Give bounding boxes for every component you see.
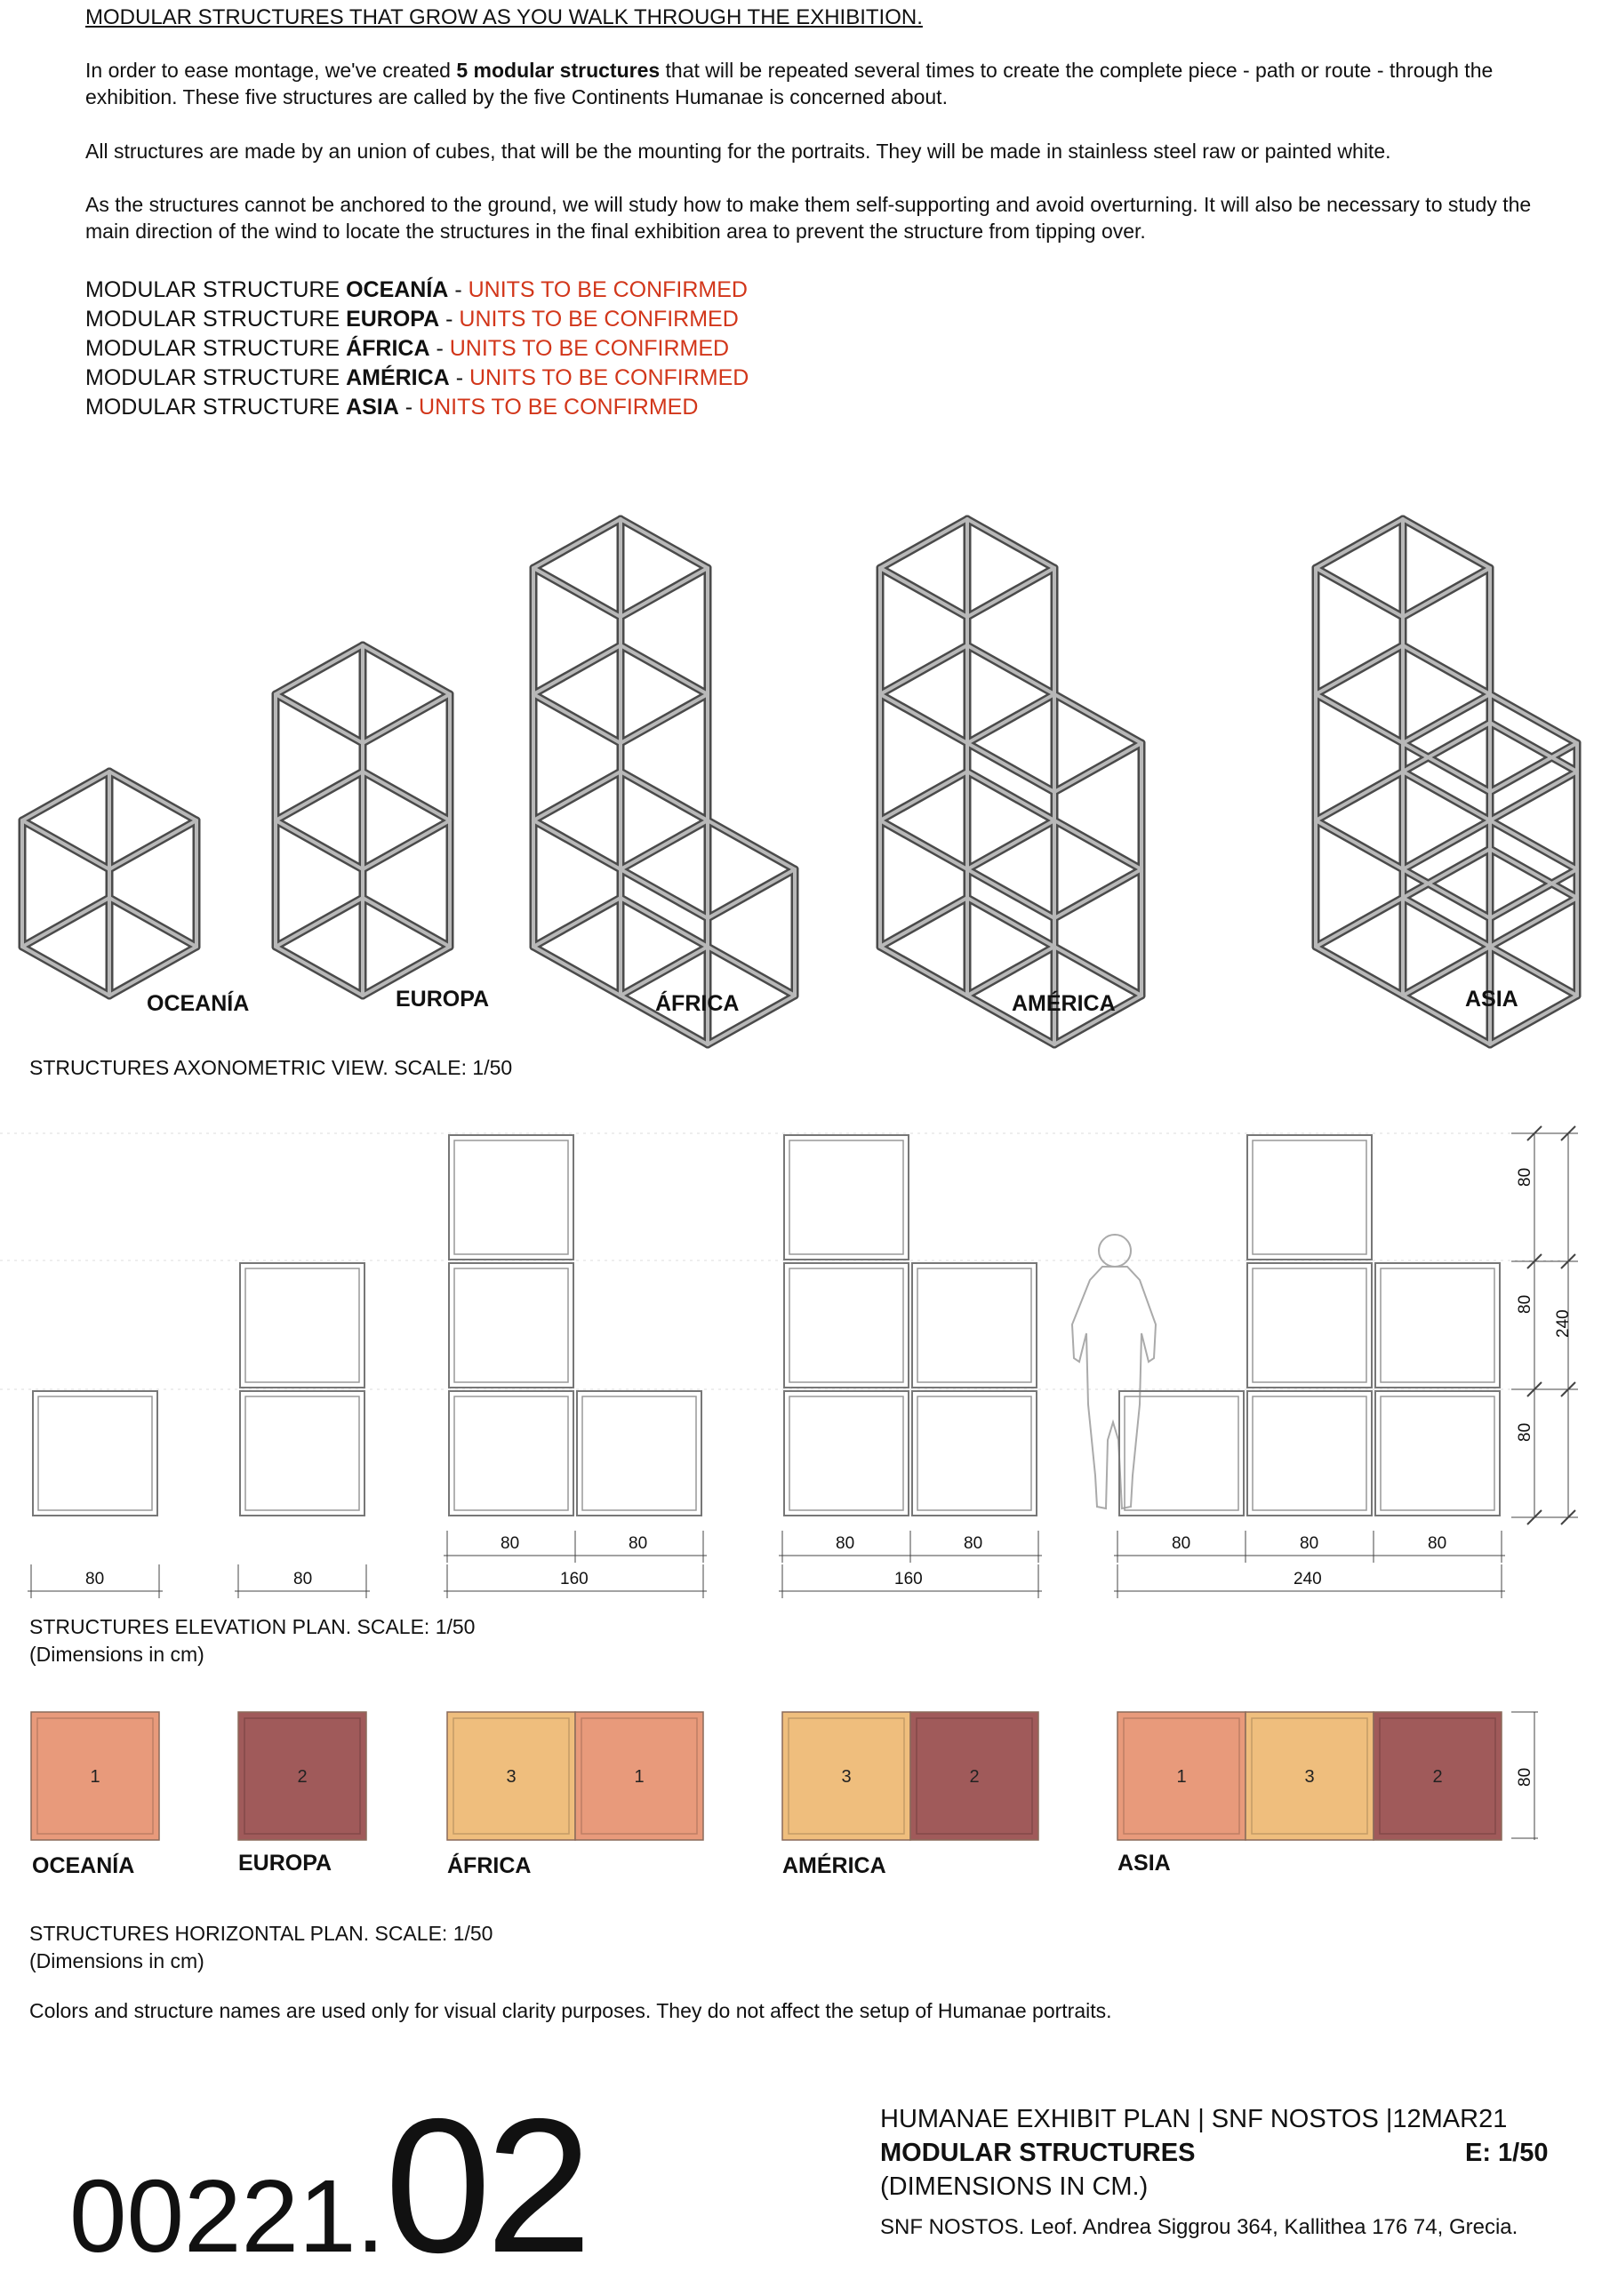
- intro-paragraph-2: All structures are made by an union of cubes, that will be the mounting for the portraits. They will be made in stainless steel raw or painted white.: [85, 140, 1391, 163]
- sheet-code-number: 02: [384, 2078, 587, 2292]
- plan-tile-number: 2: [1432, 1767, 1443, 1787]
- plan-structure-europa: [238, 1712, 366, 1840]
- intro-p1-text-end: that will be repeated several times to create the complete piece - path or route - through the exhibition. These five structures are called by the five Continents Humanae is concerned about.: [85, 59, 1494, 108]
- dim-africa-b: 80: [629, 1534, 648, 1553]
- plan-tile-number: 1: [634, 1767, 645, 1787]
- dim-asia-total: 240: [1294, 1570, 1322, 1588]
- title-block-line2-left: MODULAR STRUCTURES: [880, 2139, 1196, 2167]
- plan-structure-asia: [1117, 1712, 1502, 1840]
- sheet-code: [69, 2076, 587, 2296]
- modular-item-america: MODULAR STRUCTURE AMÉRICA - UNITS TO BE CONFIRMED: [85, 365, 749, 390]
- elevation-caption-line2: (Dimensions in cm): [29, 1643, 204, 1666]
- modular-item-africa: MODULAR STRUCTURE ÁFRICA - UNITS TO BE CONFIRMED: [85, 336, 730, 361]
- axo-label-america: AMÉRICA: [1012, 991, 1116, 1016]
- plan-label-europa: EUROPA: [238, 1851, 332, 1876]
- dim-asia-c: 80: [1428, 1534, 1447, 1553]
- plan-label-africa: ÁFRICA: [447, 1853, 532, 1878]
- intro-paragraph-3: As the structures cannot be anchored to the ground, we will study how to make them self-supporting and avoid overturning. It will also be necessary to study the main direction of the wind to locate the structures in the final exhibition area to prevent the structure from tipping over.: [85, 193, 1532, 243]
- plan-tile-number: 2: [969, 1767, 980, 1787]
- plan-structure-america: [782, 1712, 1038, 1840]
- elevation-caption-line1: STRUCTURES ELEVATION PLAN. SCALE: 1/50: [29, 1615, 476, 1638]
- plan-structure-oceania: [31, 1712, 159, 1840]
- plan-side-dim: 80: [1516, 1767, 1534, 1787]
- dim-africa-total: 160: [560, 1570, 589, 1588]
- title-block-line1: HUMANAE EXHIBIT PLAN | SNF NOSTOS |12MAR21: [880, 2105, 1508, 2133]
- intro-p1-bold: 5 modular structures: [456, 59, 661, 82]
- dim-europa: 80: [293, 1570, 313, 1588]
- plan-tile-number: 2: [297, 1767, 308, 1787]
- dim-asia-a: 80: [1172, 1534, 1191, 1553]
- dim-asia-b: 80: [1300, 1534, 1319, 1553]
- plan-label-america: AMÉRICA: [782, 1853, 886, 1878]
- plan-caption-line1: STRUCTURES HORIZONTAL PLAN. SCALE: 1/50: [29, 1922, 493, 1945]
- dim-vertical-3: 80: [1516, 1422, 1534, 1442]
- title-block-scale: E: 1/50: [1465, 2139, 1549, 2167]
- title-block-line3: (DIMENSIONS IN CM.): [880, 2172, 1149, 2201]
- sheet-heading: MODULAR STRUCTURES THAT GROW AS YOU WALK THROUGH THE EXHIBITION.: [85, 5, 923, 29]
- plan-label-asia: ASIA: [1117, 1851, 1171, 1876]
- dim-america-b: 80: [964, 1534, 983, 1553]
- plan-tile-number: 3: [1304, 1767, 1315, 1787]
- axo-label-asia: ASIA: [1465, 987, 1518, 1012]
- modular-item-asia: MODULAR STRUCTURE ASIA - UNITS TO BE CONFIRMED: [85, 395, 699, 420]
- plan-tile-number: 1: [1176, 1767, 1187, 1787]
- plan-structure-africa: [447, 1712, 703, 1840]
- dim-vertical-2: 80: [1516, 1294, 1534, 1314]
- dim-vertical-1: 80: [1516, 1167, 1534, 1187]
- plan-caption: [29, 1920, 493, 1975]
- intro-p1-text: In order to ease montage, we've created: [85, 59, 457, 82]
- plan-caption-line2: (Dimensions in cm): [29, 1949, 204, 1972]
- dim-america-a: 80: [836, 1534, 855, 1553]
- axo-label-africa: ÁFRICA: [655, 991, 740, 1016]
- plan-tile-number: 3: [841, 1767, 852, 1787]
- modular-item-oceania: MODULAR STRUCTURE OCEANÍA - UNITS TO BE CONFIRMED: [85, 277, 748, 302]
- color-note: Colors and structure names are used only for visual clarity purposes. They do not affect the setup of Humanae portraits.: [29, 1999, 1112, 2022]
- plan-tile-number: 3: [506, 1767, 517, 1787]
- dim-oceania: 80: [85, 1570, 105, 1588]
- plan-tile-number: 1: [90, 1767, 100, 1787]
- dim-vertical-total: 240: [1554, 1309, 1573, 1338]
- dim-america-total: 160: [894, 1570, 923, 1588]
- axo-label-oceania: OCEANÍA: [147, 991, 250, 1016]
- axo-caption: STRUCTURES AXONOMETRIC VIEW. SCALE: 1/50: [29, 1056, 513, 1079]
- title-block-address: SNF NOSTOS. Leof. Andrea Siggrou 364, Kallithea 176 74, Grecia.: [880, 2215, 1518, 2239]
- dim-africa-a: 80: [501, 1534, 520, 1553]
- plan-label-oceania: OCEANÍA: [32, 1853, 135, 1878]
- sheet-code-prefix: 00221.: [69, 2158, 385, 2274]
- axo-label-europa: EUROPA: [396, 987, 490, 1012]
- modular-item-europa: MODULAR STRUCTURE EUROPA - UNITS TO BE CONFIRMED: [85, 307, 739, 332]
